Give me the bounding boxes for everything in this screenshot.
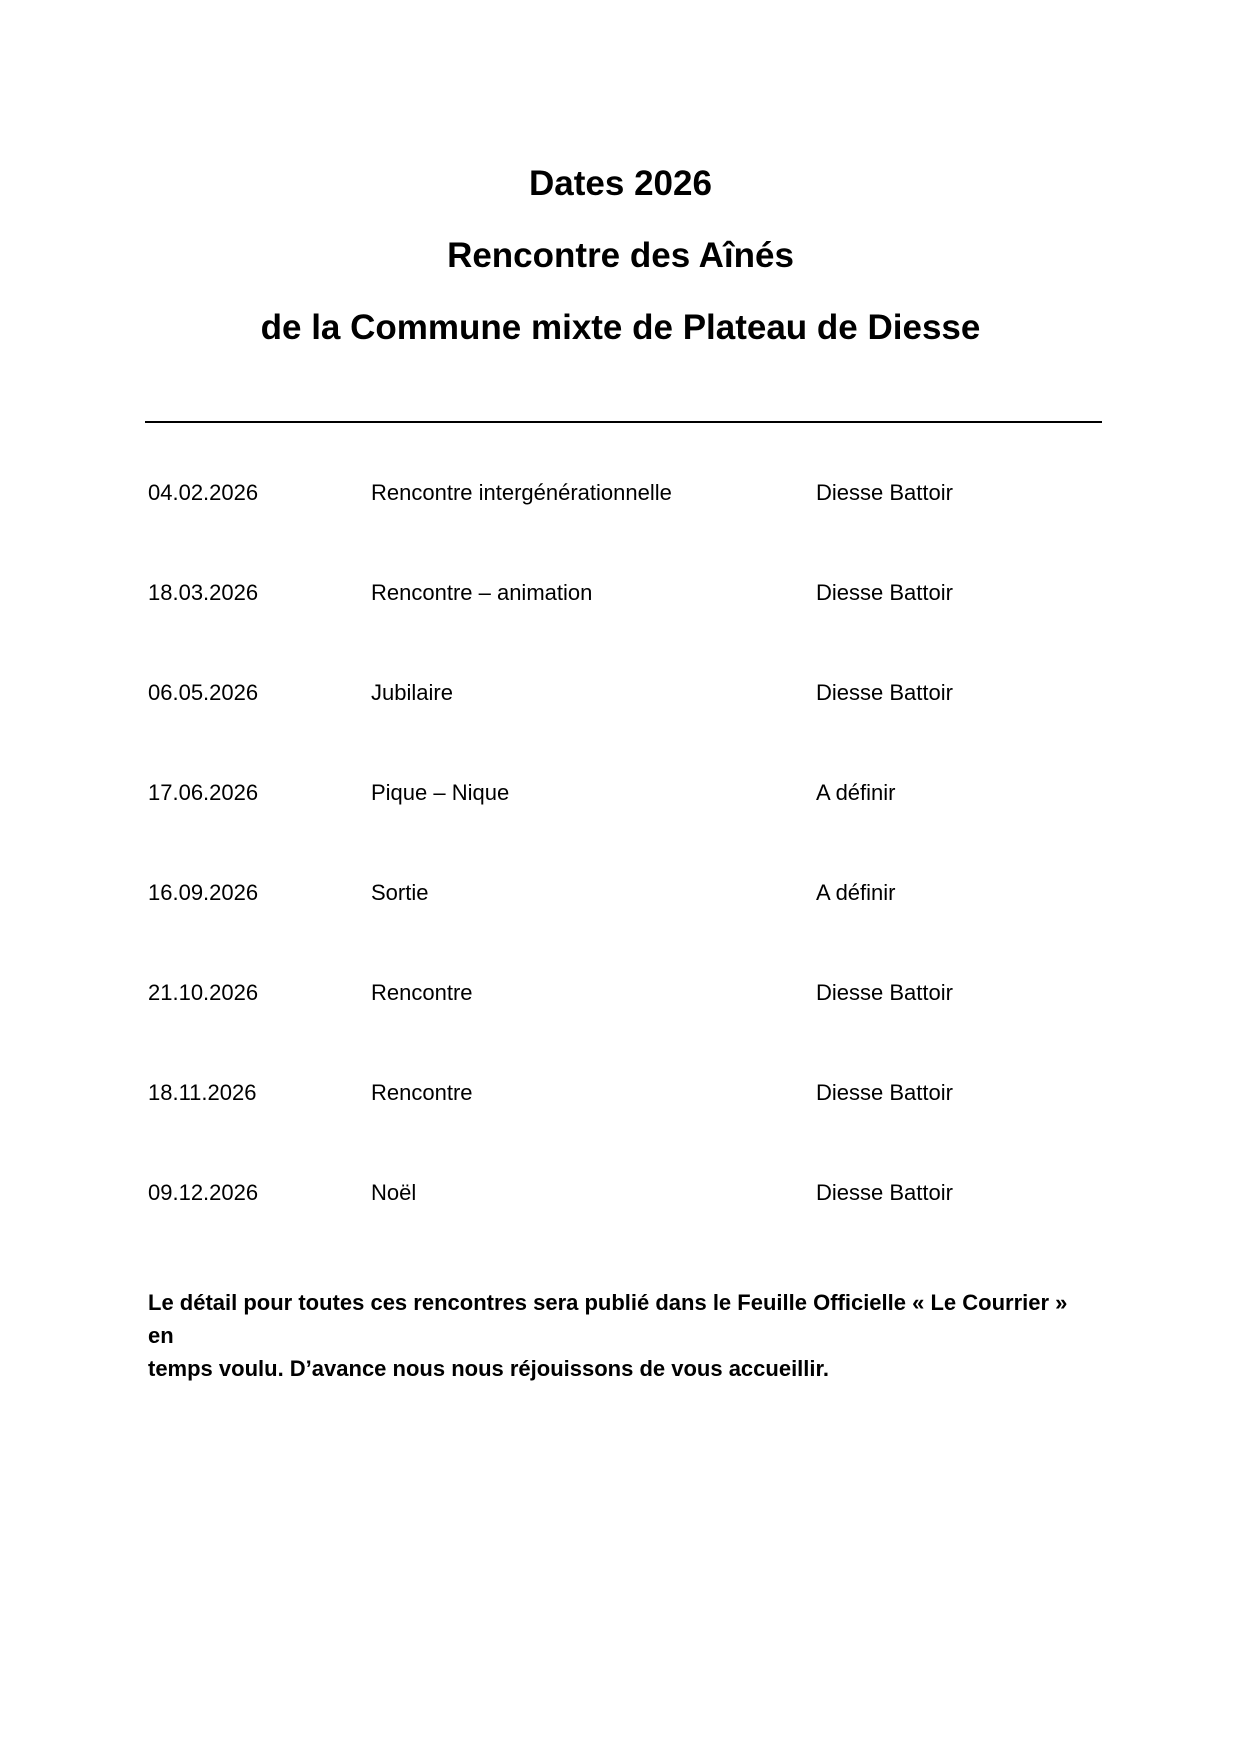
schedule-date: 21.10.2026 <box>148 980 259 1005</box>
schedule-date: 17.06.2026 <box>148 780 259 805</box>
schedule-place: Diesse Battoir <box>816 1180 953 1205</box>
schedule-event: Jubilaire <box>371 680 453 705</box>
schedule-event: Rencontre intergénérationnelle <box>371 480 672 505</box>
schedule-event: Rencontre <box>371 980 473 1005</box>
title-line-commune: de la Commune mixte de Plateau de Diesse <box>260 308 981 347</box>
schedule-date: 18.11.2026 <box>148 1080 257 1105</box>
closing-note-line-2: temps voulu. D’avance nous nous réjouissons de vous accueillir. <box>148 1356 829 1381</box>
schedule-place: Diesse Battoir <box>816 680 953 705</box>
schedule-row <box>148 578 1108 678</box>
schedule-date: 06.05.2026 <box>148 680 259 705</box>
schedule-place: Diesse Battoir <box>816 580 953 605</box>
schedule-date: 18.03.2026 <box>148 580 259 605</box>
title-line-year: Dates 2026 <box>529 164 712 203</box>
schedule-row <box>148 478 1108 578</box>
schedule-date: 04.02.2026 <box>148 480 259 505</box>
schedule-row <box>148 678 1108 778</box>
schedule-event: Pique – Nique <box>371 780 510 805</box>
closing-note <box>148 1286 1098 1385</box>
schedule-event: Rencontre – animation <box>371 580 593 605</box>
schedule-event: Noël <box>371 1180 417 1205</box>
schedule-date: 09.12.2026 <box>148 1180 259 1205</box>
schedule-date: 16.09.2026 <box>148 880 259 905</box>
closing-note-line-1: Le détail pour toutes ces rencontres sera publié dans le Feuille Officielle « Le Courrier » en <box>148 1290 1068 1348</box>
document-title <box>0 148 1241 364</box>
schedule-place: Diesse Battoir <box>816 980 953 1005</box>
schedule-place: A définir <box>816 880 896 905</box>
schedule-list <box>148 478 1108 1278</box>
schedule-row <box>148 878 1108 978</box>
schedule-place: A définir <box>816 780 896 805</box>
schedule-row <box>148 1078 1108 1178</box>
schedule-event: Sortie <box>371 880 429 905</box>
schedule-row <box>148 778 1108 878</box>
horizontal-divider <box>145 421 1102 423</box>
title-line-event: Rencontre des Aînés <box>447 236 794 275</box>
schedule-row <box>148 1178 1108 1278</box>
schedule-row <box>148 978 1108 1078</box>
schedule-event: Rencontre <box>371 1080 473 1105</box>
schedule-place: Diesse Battoir <box>816 1080 953 1105</box>
schedule-place: Diesse Battoir <box>816 480 953 505</box>
